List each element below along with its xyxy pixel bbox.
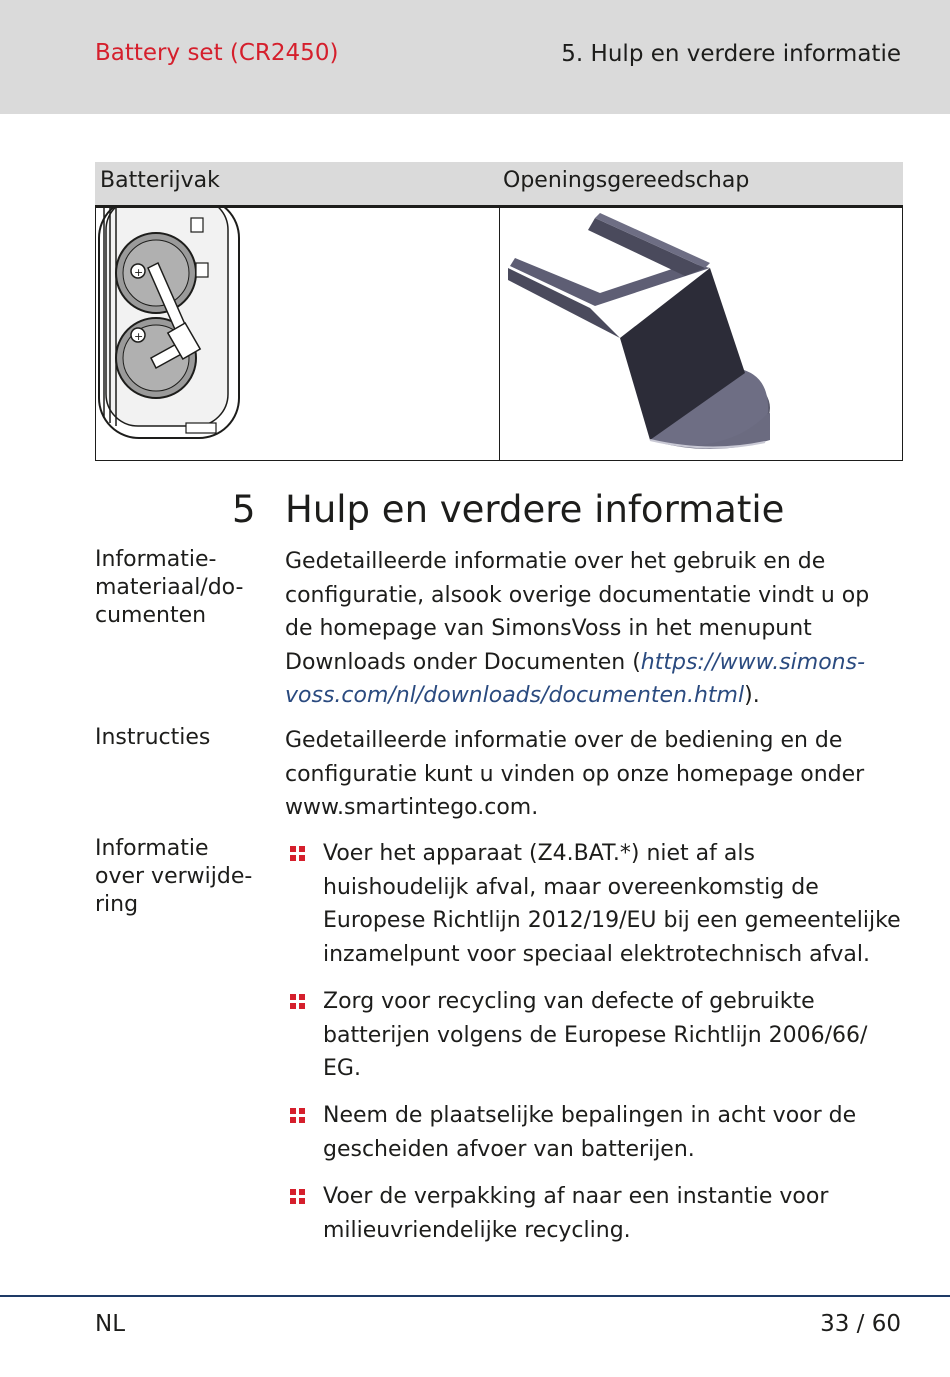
side-label-line: cumenten	[95, 603, 207, 628]
chapter-number: 5	[232, 488, 256, 531]
side-label-documents	[95, 546, 275, 630]
side-label-line: over verwijde-	[95, 864, 253, 889]
list-item-text	[323, 1099, 908, 1166]
text-line: batterijen volgens de Europese Richtlijn 2006/66/	[323, 1022, 868, 1048]
footer-language: NL	[95, 1311, 126, 1337]
documents-link-part1[interactable]: https://www.simons-	[640, 649, 866, 675]
side-label-line: ring	[95, 892, 139, 917]
table-header-row	[95, 162, 903, 207]
text-line: EG.	[323, 1056, 361, 1081]
text-line: configuratie kunt u vinden op onze homepage onder	[285, 761, 865, 787]
battery-compartment-illustration	[96, 208, 500, 461]
chapter-title: Hulp en verdere informatie	[285, 488, 785, 531]
battery-compartment-cell	[95, 207, 500, 461]
bullet-icon	[290, 846, 306, 862]
list-item-text	[323, 837, 908, 971]
text-line: Voer het apparaat (Z4.BAT.*) niet af als	[323, 841, 755, 866]
text-line: de homepage van SimonsVoss in het menupunt	[285, 616, 812, 641]
text-line: gescheiden afvoer van batterijen.	[323, 1136, 695, 1162]
opening-tool-illustration	[500, 208, 903, 461]
text-line: huishoudelijk afval, maar overeenkomstig de	[323, 874, 819, 900]
svg-text:+: +	[134, 266, 144, 279]
footer-divider	[0, 1295, 950, 1297]
side-label-line: materiaal/do-	[95, 575, 244, 600]
table-header-battery-compartment: Batterijvak	[100, 168, 220, 193]
svg-text:+: +	[134, 330, 144, 343]
text-line	[285, 679, 905, 713]
documents-paragraph	[285, 545, 905, 713]
side-label-disposal	[95, 835, 275, 919]
bullet-icon	[290, 994, 306, 1010]
text-line	[285, 646, 905, 680]
footer-page-number: 33 / 60	[820, 1311, 901, 1337]
illustration-table	[95, 162, 903, 463]
documents-link-part2[interactable]: voss.com/nl/downloads/documenten.html	[285, 683, 745, 708]
text-line: Zorg voor recycling van defecte of gebruikte	[323, 989, 815, 1014]
list-item-text	[323, 985, 908, 1086]
text-line-lead: Downloads onder Documenten (	[285, 649, 641, 675]
bullet-icon	[290, 1108, 306, 1124]
table-header-opening-tool: Openingsgereedschap	[503, 168, 750, 193]
text-line: Voer de verpakking af naar een instantie voor	[323, 1184, 829, 1209]
header-section-title: 5. Hulp en verdere informatie	[561, 41, 901, 67]
page-header	[0, 0, 950, 114]
list-item-text	[323, 1180, 908, 1247]
side-label-line: Informatie-	[95, 547, 217, 572]
header-product-title: Battery set (CR2450)	[95, 40, 339, 66]
bullet-icon	[290, 1189, 306, 1205]
opening-tool-cell	[499, 207, 903, 461]
text-line-end: ).	[744, 683, 760, 708]
text-line: inzamelpunt voor speciaal elektrotechnisch afval.	[323, 941, 871, 967]
text-line: Neem de plaatselijke bepalingen in acht voor de	[323, 1103, 857, 1128]
text-line: Europese Richtlijn 2012/19/EU bij een gemeentelijke	[323, 908, 901, 933]
side-label-line: Informatie	[95, 836, 209, 861]
text-line: Gedetailleerde informatie over het gebruik en de	[285, 549, 826, 574]
side-label-instructions: Instructies	[95, 725, 211, 750]
instructions-paragraph	[285, 724, 905, 825]
text-line: Gedetailleerde informatie over de bediening en de	[285, 728, 843, 753]
text-line: configuratie, alsook overige documentatie vindt u op	[285, 582, 870, 608]
text-line: www.smartintego.com.	[285, 795, 539, 820]
text-line: milieuvriendelijke recycling.	[323, 1217, 631, 1243]
